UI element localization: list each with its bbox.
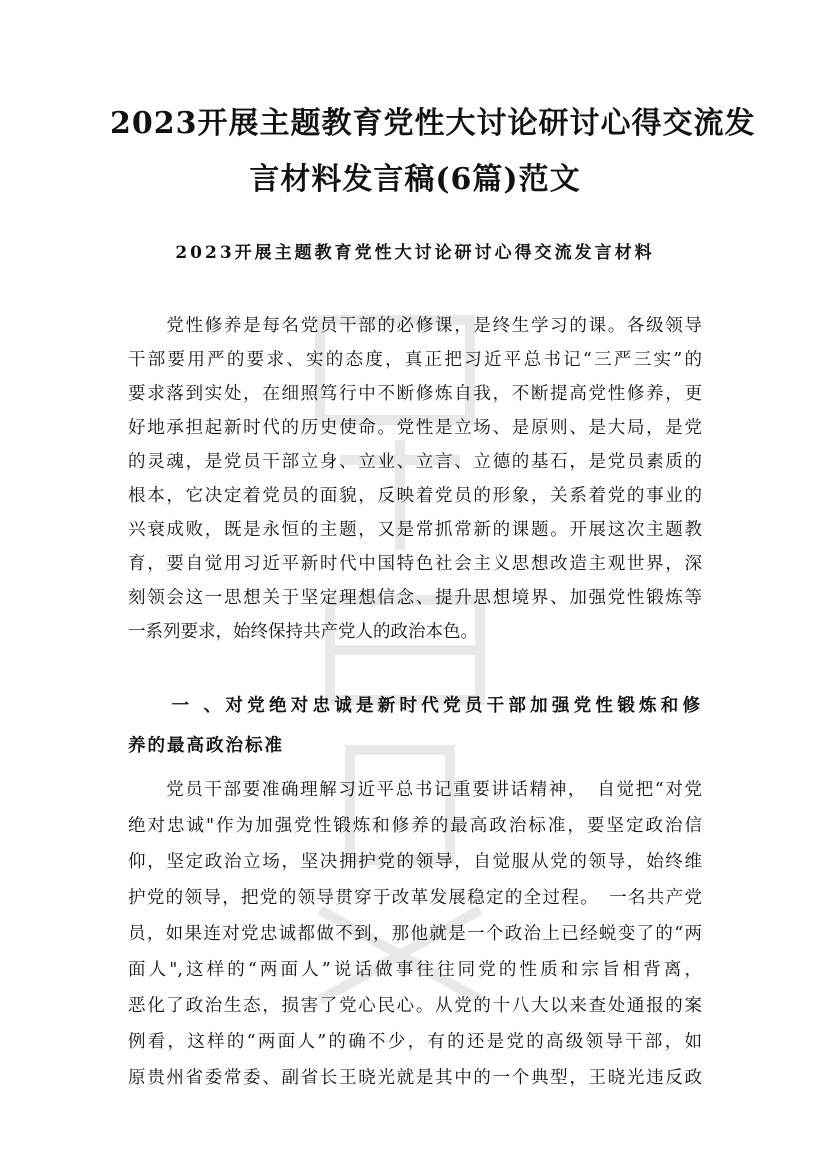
body-line: 好地承担起新时代的历史使命。党性是立场、是原则、是大局，是党 <box>128 418 702 438</box>
body-line: 护党的领导，把党的领导贯穿于改革发展稳定的全过程。 一名共产党 <box>128 888 702 908</box>
body-line: 的灵魂，是党员干部立身、立业、立言、立德的基石，是党员素质的 <box>128 452 702 472</box>
body-line: 根本，它决定着党员的面貌，反映着党员的形象，关系着党的事业的 <box>128 486 702 506</box>
body-line: 一系列要求，始终保持共产党人的政治本色。 <box>128 622 478 642</box>
title-line-2: 言材料发言稿(6篇)范文 <box>249 162 581 197</box>
body-line: 恶化了政治生态，损害了党心民心。从党的十八大以来查处通报的案 <box>128 996 702 1016</box>
body-line: 原贵州省委常委、副省长王晓光就是其中的一个典型，王晓光违反政 <box>128 1068 702 1088</box>
body-line: 绝对忠诚"作为加强党性锻炼和修养的最高政治标准，要坚定政治信 <box>128 816 702 836</box>
body-line: 育，要自觉用习近平新时代中国特色社会主义思想改造主观世界，深 <box>128 554 702 574</box>
body-line: 面人",这样的“两面人”说话做事往往同党的性质和宗旨相背离， <box>128 960 702 980</box>
body-line: 兴衰成败，既是永恒的主题，又是常抓常新的课题。开展这次主题教 <box>128 520 702 540</box>
body-line: 刻领会这一思想关于坚定理想信念、提升思想境界、加强党性锻炼等 <box>128 588 702 608</box>
document-subtitle: 2023开展主题教育党性大讨论研讨心得交流发言材料 <box>175 243 655 263</box>
body-line: 党性修养是每名党员干部的必修课，是终生学习的课。各级领导 <box>128 316 702 336</box>
body-line: 干部要用严的要求、实的态度，真正把习近平总书记“三严三实”的 <box>128 350 702 370</box>
body-line: 要求落到实处，在细照笃行中不断修炼自我，不断提高党性修养，更 <box>128 384 702 404</box>
body-line: 员，如果连对党忠诚都做不到，那他就是一个政治上已经蜕变了的“两 <box>128 924 702 944</box>
body-line: 例看，这样的“两面人”的确不少，有的还是党的高级领导干部，如 <box>128 1032 702 1052</box>
section-heading-line: 养的最高政治标准 <box>128 736 284 756</box>
body-line: 党员干部要准确理解习近平总书记重要讲话精神， 自觉把“对党 <box>128 780 702 800</box>
section-heading-line: 一 、对党绝对忠诚是新时代党员干部加强党性锻炼和修 <box>128 696 702 716</box>
document-title <box>110 96 756 208</box>
title-line-1: 2023开展主题教育党性大讨论研讨心得交流发 <box>110 106 756 141</box>
body-line: 仰，坚定政治立场，坚决拥护党的领导，自觉服从党的领导，始终维 <box>128 852 702 872</box>
